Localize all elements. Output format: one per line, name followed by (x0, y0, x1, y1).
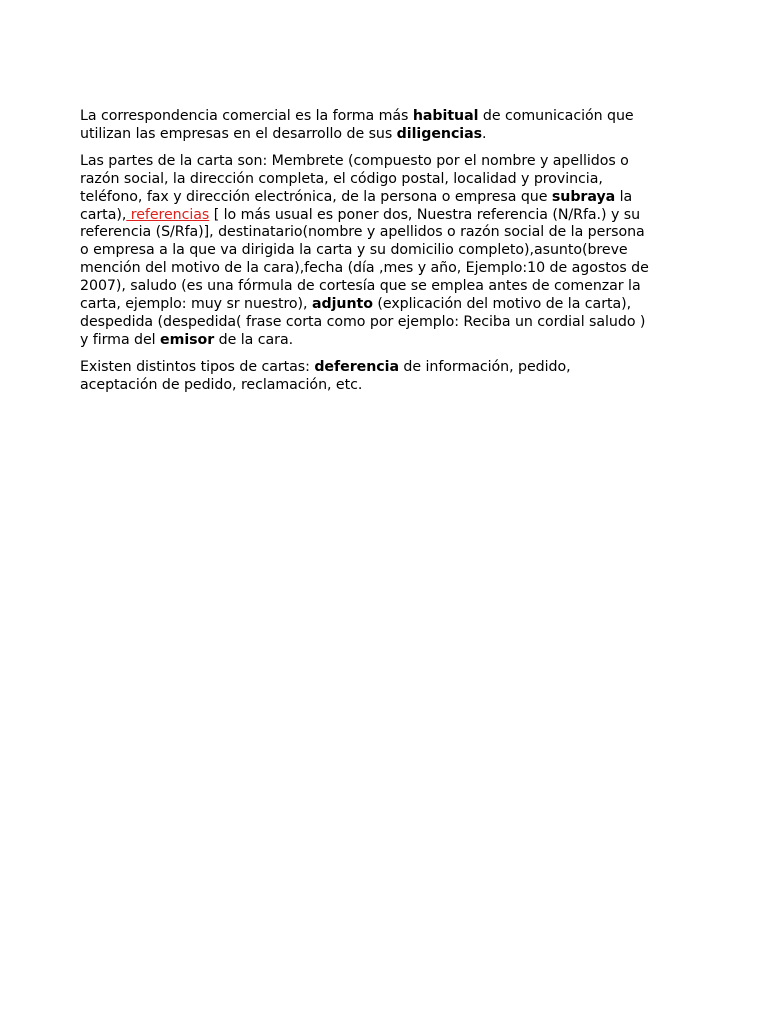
text-run: de información, pedido, aceptación de pedido, reclamación, etc. (80, 358, 571, 393)
bold-term-adjunto: adjunto (311, 296, 373, 313)
text-run: (explicación del motivo de la carta), despedida (despedida( frase corta como por ejemplo: Reciba un cordial saludo ) y firma del (80, 296, 646, 348)
text-run: Las partes de la carta son: Membrete (compuesto por el nombre y apellidos o razón social, la dirección completa, el código postal, localidad y provincia, teléfono, fax y dirección electrónica, de la persona o empresa que (80, 152, 629, 205)
paragraph-intro (80, 108, 650, 144)
bold-term-emisor: emisor (160, 331, 215, 348)
text-run: La correspondencia comercial es la forma más (80, 108, 413, 124)
text-run: de la cara. (214, 331, 294, 348)
bold-term-subraya: subraya (551, 188, 616, 205)
text-run: la carta), (80, 188, 633, 223)
bold-term-habitual: habitual (412, 108, 479, 124)
paragraph-letter-types (80, 359, 650, 395)
bold-term-diligencias: diligencias (396, 125, 483, 142)
bold-term-deferencia: deferencia (314, 358, 399, 375)
paragraph-letter-parts (80, 153, 650, 350)
text-run: [ lo más usual es poner dos, Nuestra referencia (N/Rfa.) y su referencia (S/Rfa)], destinatario(nombre y apellidos o razón social de la persona o empresa a la que va dirigida la carta y su domicilio completo),asunto(breve mención del motivo de la cara),fecha (día ,mes y año, Ejemplo:10 de agostos de 2007), saludo (es una fórmula de cortesía que se emplea antes de comenzar la carta, ejemplo: muy sr nuestro), (80, 206, 649, 313)
text-run: Existen distintos tipos de cartas: (80, 358, 315, 375)
document-body (80, 108, 650, 404)
text-run: . (482, 125, 487, 142)
text-run: de comunicación que utilizan las empresas en el desarrollo de sus (80, 108, 634, 142)
referencias-link[interactable]: referencias (126, 206, 210, 223)
